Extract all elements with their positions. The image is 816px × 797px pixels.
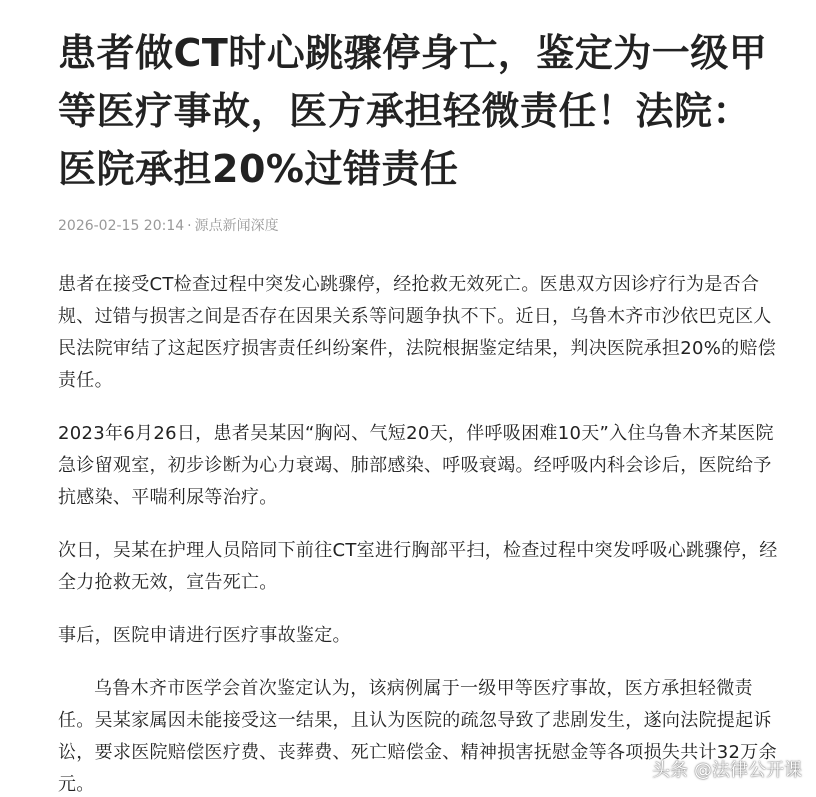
article-title: 患者做CT时心跳骤停身亡，鉴定为一级甲等医疗事故，医方承担轻微责任！法院：医院承担20%过错责任 [58, 31, 768, 191]
paragraph-lawsuit: 乌鲁木齐市医学会首次鉴定认为，该病例属于一级甲等医疗事故，医方承担轻微责任。吴某家属因未能接受这一结果，且认为医院的疏忽导致了悲剧发生，遂向法院提起诉讼，要求医院赔偿医疗费、丧葬费、死亡赔偿金、精神损害抚慰金等各项损失共计32万余元。 [58, 678, 777, 795]
article [58, 24, 778, 797]
publish-timestamp: 2026-02-15 20:14 [58, 218, 185, 234]
article-body [58, 269, 778, 797]
paragraph-admission: 2023年6月26日，患者吴某因“胸闷、气短20天，伴呼吸困难10天”入住乌鲁木齐某医院急诊留观室，初步诊断为心力衰竭、肺部感染、呼吸衰竭。经呼吸内科会诊后，医院给予抗感染、平喘利尿等治疗。 [58, 423, 774, 508]
paragraph-intro: 患者在接受CT检查过程中突发心跳骤停，经抢救无效死亡。医患双方因诊疗行为是否合规、过错与损害之间是否存在因果关系等问题争执不下。近日，乌鲁木齐市沙依巴克区人民法院审结了这起医疗损害责任纠纷案件，法院根据鉴定结果，判决医院承担20%的赔偿责任。 [58, 274, 777, 391]
watermark-prefix: 头条 [652, 760, 688, 781]
article-meta [58, 216, 778, 236]
paragraph-ct-incident: 次日，吴某在护理人员陪同下前往CT室进行胸部平扫，检查过程中突发呼吸心跳骤停，经全力抢救无效，宣告死亡。 [58, 540, 778, 593]
watermark-handle: @法律公开课 [694, 760, 802, 781]
watermark [652, 759, 802, 783]
meta-separator: · [187, 218, 192, 234]
paragraph-appraisal-request: 事后，医院申请进行医疗事故鉴定。 [58, 625, 351, 646]
source-name[interactable]: 源点新闻深度 [194, 218, 279, 234]
